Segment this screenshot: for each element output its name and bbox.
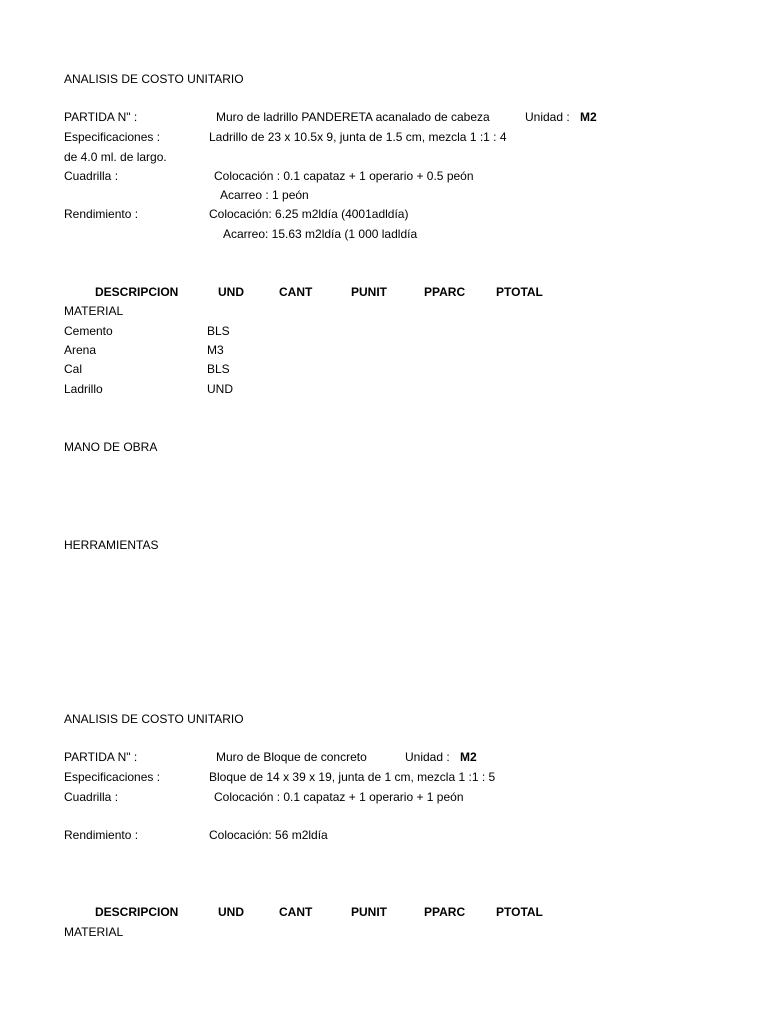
herramientas-label: HERRAMIENTAS [64,538,159,552]
unidad-value: M2 [580,110,597,124]
table-row-desc: Arena [64,343,97,357]
cuadrilla-acarreo: Acarreo : 1 peón [220,188,309,202]
table-row-und: BLS [207,362,230,376]
rendimiento-colocacion: Colocación: 56 m2ldía [209,828,328,842]
header-ptotal: PTOTAL [496,285,543,299]
partida-value: Muro de ladrillo PANDERETA acanalado de cabeza [216,110,490,124]
header-descripcion: DESCRIPCION [95,905,179,919]
cuadrilla-colocacion: Colocación : 0.1 capataz + 1 operario + 0.5 peón [214,169,474,183]
header-descripcion: DESCRIPCION [95,285,179,299]
rendimiento-label: Rendimiento : [64,828,139,842]
header-punit: PUNIT [351,285,387,299]
unidad-value: M2 [460,750,477,764]
table-row-und: UND [207,382,233,396]
header-punit: PUNIT [351,905,387,919]
especificaciones-label: Especificaciones : [64,130,161,144]
partida-value: Muro de Bloque de concreto [216,750,367,764]
partida-label: PARTIDA N" : [64,750,138,764]
table-row-und: BLS [207,324,230,338]
rendimiento-acarreo: Acarreo: 15.63 m2ldía (1 000 ladldía [223,227,418,241]
header-und: UND [218,285,244,299]
mano-de-obra-label: MANO DE OBRA [64,440,158,454]
section2-title: ANALISIS DE COSTO UNITARIO [64,712,244,726]
especificaciones-label: Especificaciones : [64,770,161,784]
section1-title: ANALISIS DE COSTO UNITARIO [64,72,244,86]
material-label: MATERIAL [64,304,124,318]
header-pparc: PPARC [424,285,466,299]
especificaciones-value: Ladrillo de 23 x 10.5x 9, junta de 1.5 cm, mezcla 1 :1 : 4 [209,130,507,144]
especificaciones-value: Bloque de 14 x 39 x 19, junta de 1 cm, mezcla 1 :1 : 5 [209,770,496,784]
header-cant: CANT [279,285,313,299]
partida-label: PARTIDA N" : [64,110,138,124]
table-row-desc: Cemento [64,324,113,338]
table-row-und: M3 [207,343,224,357]
table-row-desc: Cal [64,362,83,376]
material-label: MATERIAL [64,925,124,939]
rendimiento-colocacion: Colocación: 6.25 m2ldía (4001adldía) [209,207,409,221]
unidad-label: Unidad : [525,110,570,124]
cuadrilla-label: Cuadrilla : [64,169,119,183]
header-und: UND [218,905,244,919]
rendimiento-label: Rendimiento : [64,207,139,221]
table-row-desc: Ladrillo [64,382,103,396]
header-ptotal: PTOTAL [496,905,543,919]
header-pparc: PPARC [424,905,466,919]
unidad-label: Unidad : [405,750,450,764]
cuadrilla-label: Cuadrilla : [64,790,119,804]
cuadrilla-colocacion: Colocación : 0.1 capataz + 1 operario + 1 peón [214,790,464,804]
especificaciones-cont: de 4.0 ml. de largo. [64,150,167,164]
header-cant: CANT [279,905,313,919]
